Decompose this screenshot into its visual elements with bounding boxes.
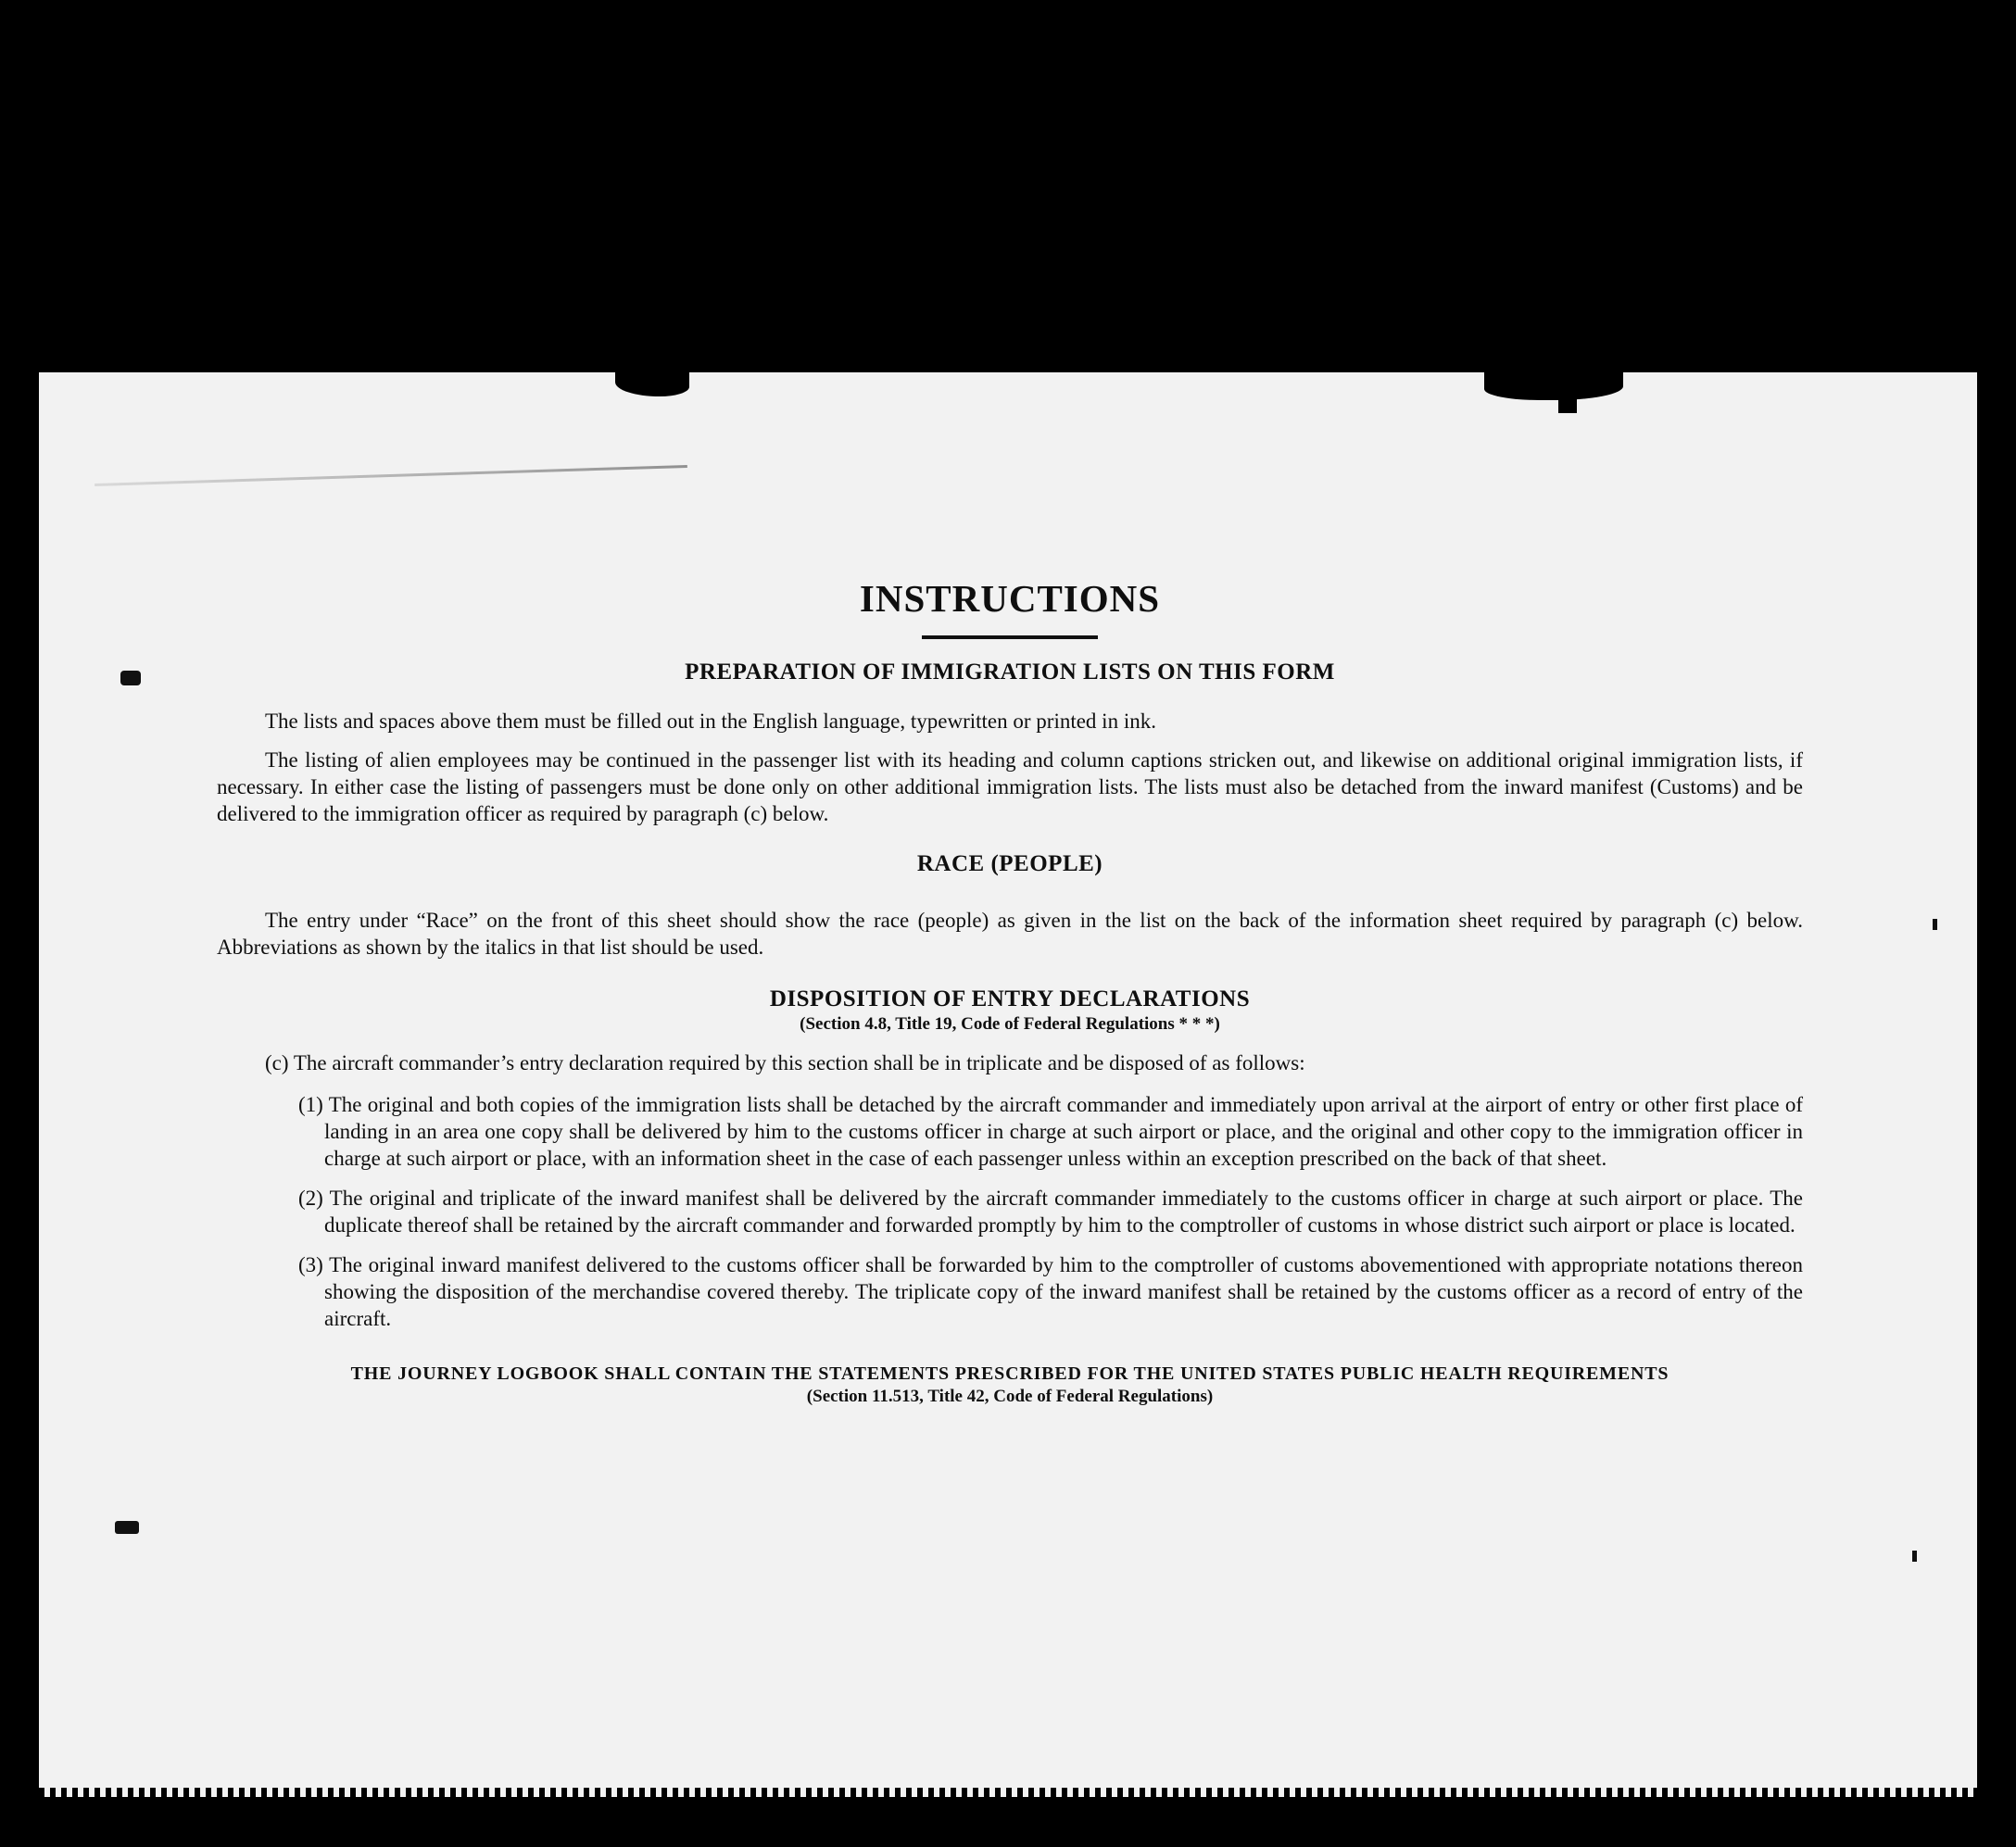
ink-mark — [1912, 1551, 1917, 1562]
paragraph: The entry under “Race” on the front of this sheet should show the race (people) as given in the list on the back of the information sheet required by paragraph (c) below. Abbreviations as shown by the italics in that list should be used. — [217, 909, 1803, 959]
section-heading-preparation: PREPARATION OF IMMIGRATION LISTS ON THIS FORM — [685, 660, 1335, 685]
title-rule — [922, 635, 1098, 639]
paragraph: The listing of alien employees may be continued in the passenger list with its heading and column captions stricken out, and likewise on additional original immigration lists, if necessary. In either case the listing of passengers must be done only on other additional immigration lists. The lists must also be detached from the inward manifest (Customs) and be delivered to the immigration officer as required by paragraph (c) below. — [217, 748, 1803, 825]
perforated-edge — [39, 1788, 1977, 1797]
footer-heading: THE JOURNEY LOGBOOK SHALL CONTAIN THE STATEMENTS PRESCRIBED FOR THE UNITED STATES PUBLIC HEALTH REQUIREMENTS — [350, 1363, 1670, 1384]
ink-smudge — [120, 671, 141, 685]
section-heading-race: RACE (PEOPLE) — [916, 851, 1103, 876]
ink-mark — [1933, 919, 1937, 930]
footer-reference: (Section 11.513, Title 42, Code of Federal Regulations) — [806, 1387, 1214, 1406]
torn-edge — [1484, 372, 1623, 400]
torn-edge — [615, 372, 689, 396]
page-title: INSTRUCTIONS — [859, 577, 1161, 620]
scan-streak — [94, 465, 687, 486]
section-heading-disposition: DISPOSITION OF ENTRY DECLARATIONS — [769, 986, 1251, 1011]
instructions-content — [217, 576, 1803, 1407]
ink-smudge — [115, 1521, 139, 1534]
list-item: (2) The original and triplicate of the inward manifest shall be delivered by the aircraft commander immediately to the customs officer in charge at such airport or place. The duplicate thereof shall be retained by the aircraft commander and forwarded promptly by him to the comptroller of customs in whose district such airport or place is located. — [298, 1187, 1803, 1237]
document-sheet — [39, 372, 1977, 1797]
lead-paragraph: (c) The aircraft commander’s entry declaration required by this section shall be in triplicate and be disposed of as follows: — [265, 1051, 1305, 1074]
paragraph: The lists and spaces above them must be filled out in the English language, typewritten or printed in ink. — [265, 710, 1156, 733]
list-item: (3) The original inward manifest delivered to the customs officer shall be forwarded by him to the comptroller of customs abovementioned with appropriate notations thereon showing the disposition of the merchandise covered thereby. The triplicate copy of the inward manifest shall be retained by the customs officer as a record of entry of the aircraft. — [298, 1253, 1803, 1330]
section-reference: (Section 4.8, Title 19, Code of Federal Regulations * * *) — [800, 1014, 1220, 1034]
torn-edge — [1558, 372, 1577, 413]
list-item: (1) The original and both copies of the immigration lists shall be detached by the aircraft commander and immediately upon arrival at the airport of entry or other first place of landing in an area one copy shall be delivered by him to the customs officer in charge at such airport or place, and the original and other copy to the immigration officer in charge at such airport or place, with an information sheet in the case of each passenger unless within an exception prescribed on the back of that sheet. — [298, 1093, 1803, 1170]
